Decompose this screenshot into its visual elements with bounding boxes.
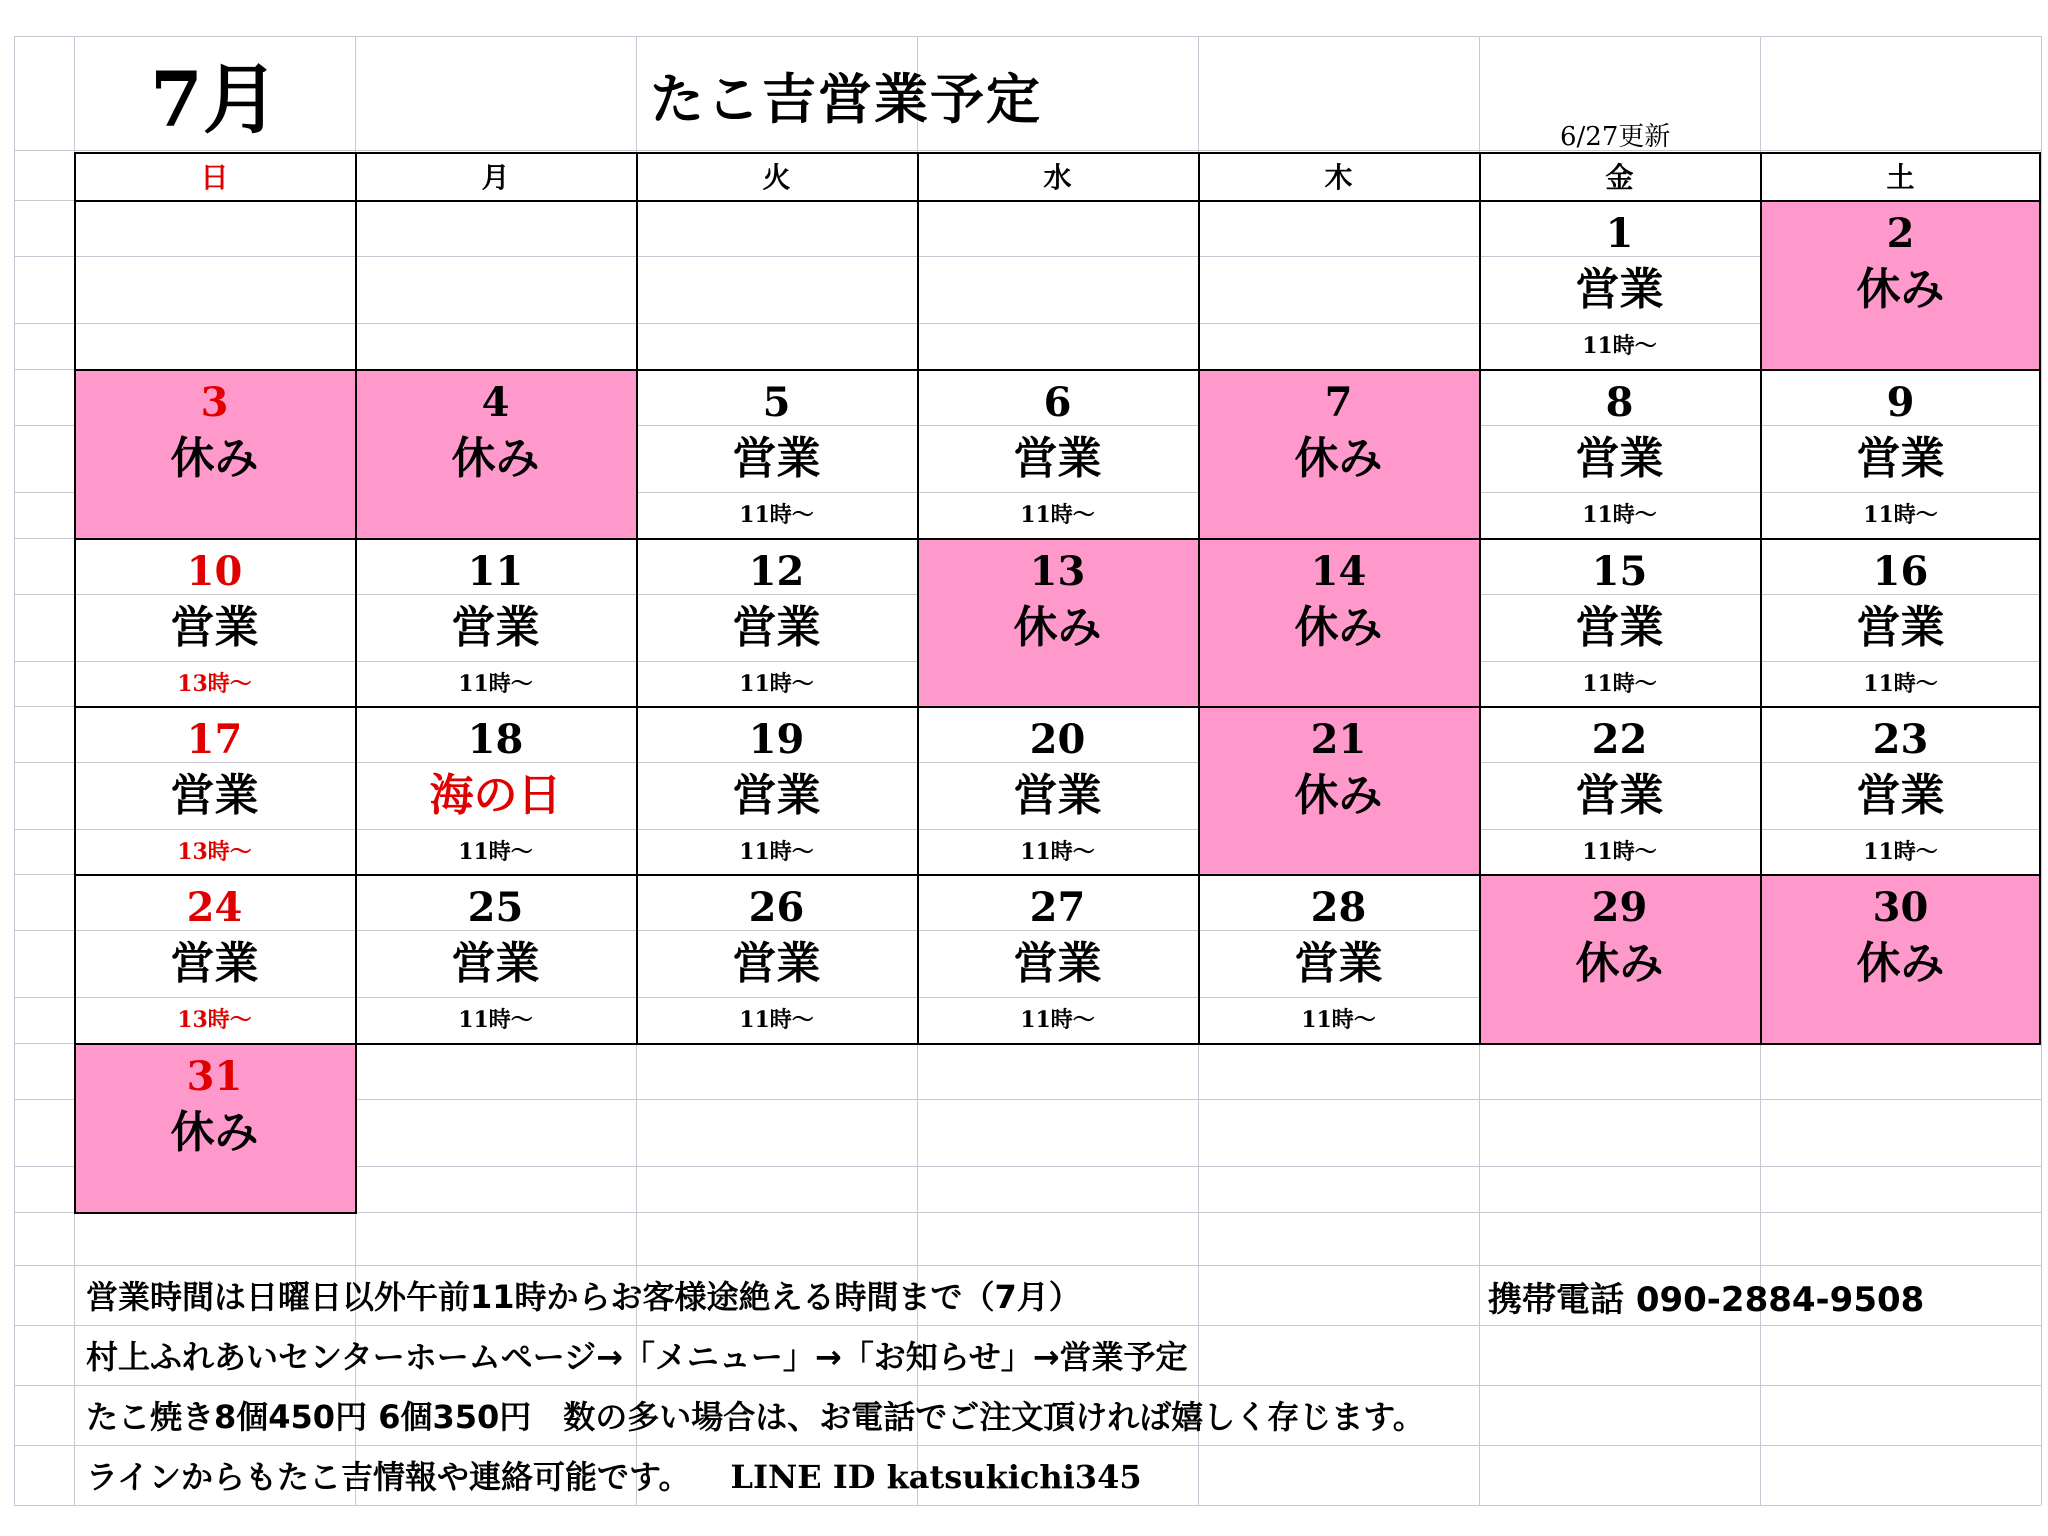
day-number: 24 <box>186 884 243 931</box>
day-cell <box>917 706 1198 874</box>
phone-number: 携帯電話 090-2884-9508 <box>1488 1280 1925 1320</box>
day-cell <box>355 706 636 874</box>
day-number: 7 <box>1324 379 1353 426</box>
day-cell <box>1198 538 1479 706</box>
day-cell <box>1479 369 1760 538</box>
day-status: 休み <box>170 433 259 484</box>
day-number: 11 <box>467 548 524 595</box>
day-number: 25 <box>467 884 524 931</box>
day-cell <box>636 874 917 1043</box>
day-number: 10 <box>186 548 243 595</box>
border-h <box>74 538 2041 540</box>
day-cell <box>74 706 355 874</box>
day-cell <box>636 706 917 874</box>
opening-time: 11時〜 <box>739 671 814 697</box>
day-status: 営業 <box>1856 770 1945 821</box>
day-number: 2 <box>1886 210 1915 257</box>
border-v <box>74 152 76 1045</box>
day-status: 営業 <box>732 770 821 821</box>
gridline-h <box>14 1265 2041 1266</box>
gridline-v <box>14 36 15 1505</box>
day-number: 8 <box>1605 379 1634 426</box>
border-v <box>1479 152 1481 1045</box>
homepage-note: 村上ふれあいセンターホームページ→「メニュー」→「お知らせ」→営業予定 <box>86 1338 1188 1376</box>
day-cell <box>1760 200 2041 369</box>
opening-time: 11時〜 <box>458 839 533 865</box>
day-cell <box>74 874 355 1043</box>
day-number: 16 <box>1872 548 1929 595</box>
day-status: 休み <box>1575 938 1664 989</box>
day-number: 30 <box>1872 884 1929 931</box>
hours-note: 営業時間は日曜日以外午前11時からお客様途絶える時間まで（7月） <box>86 1278 1081 1316</box>
opening-time: 11時〜 <box>1301 1007 1376 1033</box>
day-number: 23 <box>1872 716 1929 763</box>
weekday-sun: 日 <box>200 160 229 194</box>
day-number: 12 <box>748 548 805 595</box>
day-status: 休み <box>1294 433 1383 484</box>
day-cell <box>74 538 355 706</box>
day-status: 営業 <box>170 938 259 989</box>
day-cell <box>74 369 355 538</box>
opening-time: 11時〜 <box>458 1007 533 1033</box>
border-v <box>917 152 919 1045</box>
opening-time: 11時〜 <box>739 839 814 865</box>
day-status: 営業 <box>1294 938 1383 989</box>
day-cell <box>1198 874 1479 1043</box>
day-status: 営業 <box>1013 938 1102 989</box>
day-cell <box>355 369 636 538</box>
day-status: 営業 <box>732 938 821 989</box>
day-cell <box>1479 874 1760 1043</box>
day-number: 5 <box>762 379 791 426</box>
opening-time: 11時〜 <box>1863 839 1938 865</box>
opening-time: 11時〜 <box>739 502 814 528</box>
border-v <box>2039 152 2041 1045</box>
day-number: 14 <box>1310 548 1367 595</box>
day-cell <box>1198 706 1479 874</box>
day-status: 営業 <box>1856 602 1945 653</box>
day-status: 営業 <box>1856 433 1945 484</box>
border-h <box>74 1212 357 1214</box>
day-status: 休み <box>170 1107 259 1158</box>
day-number: 18 <box>467 716 524 763</box>
gridline-h <box>14 1325 2041 1326</box>
border-v <box>1198 152 1200 1045</box>
opening-time: 11時〜 <box>1020 1007 1095 1033</box>
line-id: LINE ID katsukichi345 <box>730 1458 1142 1496</box>
border-v <box>74 1043 76 1214</box>
day-number: 3 <box>200 379 229 426</box>
day-cell <box>1760 538 2041 706</box>
border-v <box>1760 152 1762 1045</box>
month-label: 7月 <box>150 54 279 144</box>
opening-time: 11時〜 <box>1582 671 1657 697</box>
gridline-h <box>14 1505 2041 1506</box>
day-status: 休み <box>1294 770 1383 821</box>
line-note-text: ラインからもたこ吉情報や連絡可能です。 <box>86 1458 691 1496</box>
day-status: 営業 <box>1013 433 1102 484</box>
weekday-wed: 水 <box>1043 160 1072 194</box>
day-number: 4 <box>481 379 510 426</box>
opening-time: 13時〜 <box>177 671 252 697</box>
day-number: 19 <box>748 716 805 763</box>
opening-time: 11時〜 <box>1863 502 1938 528</box>
day-status: 休み <box>1856 938 1945 989</box>
border-h <box>74 152 2041 154</box>
day-status: 営業 <box>1575 770 1664 821</box>
day-cell <box>355 538 636 706</box>
day-cell <box>636 369 917 538</box>
day-status: 休み <box>451 433 540 484</box>
day-cell <box>636 538 917 706</box>
day-number: 27 <box>1029 884 1086 931</box>
day-number: 17 <box>186 716 243 763</box>
day-number: 26 <box>748 884 805 931</box>
day-cell <box>355 874 636 1043</box>
day-number: 29 <box>1591 884 1648 931</box>
day-status: 営業 <box>732 602 821 653</box>
weekday-fri: 金 <box>1605 160 1634 194</box>
day-cell <box>917 874 1198 1043</box>
price-note: たこ焼き8個450円 6個350円 数の多い場合は、お電話でご注文頂ければ嬉しく存じます。 <box>86 1398 1425 1436</box>
opening-time: 11時〜 <box>1020 839 1095 865</box>
day-number: 1 <box>1605 210 1634 257</box>
opening-time: 11時〜 <box>1582 839 1657 865</box>
day-status: 営業 <box>451 938 540 989</box>
day-status: 営業 <box>170 770 259 821</box>
border-h <box>74 1043 2041 1045</box>
day-cell <box>1479 200 1760 369</box>
gridline-h <box>14 150 2041 151</box>
day-status: 営業 <box>1013 770 1102 821</box>
gridline-h <box>14 1385 2041 1386</box>
day-number: 22 <box>1591 716 1648 763</box>
border-h <box>74 874 2041 876</box>
day-status: 休み <box>1013 602 1102 653</box>
opening-time: 13時〜 <box>177 1007 252 1033</box>
day-cell <box>1479 706 1760 874</box>
opening-time: 11時〜 <box>1582 502 1657 528</box>
opening-time: 11時〜 <box>739 1007 814 1033</box>
day-status: 休み <box>1856 264 1945 315</box>
day-number: 28 <box>1310 884 1367 931</box>
day-cell <box>917 538 1198 706</box>
border-h <box>74 200 2041 202</box>
day-cell <box>1760 369 2041 538</box>
day-cell <box>1760 874 2041 1043</box>
gridline-h <box>14 36 2041 37</box>
day-number: 21 <box>1310 716 1367 763</box>
day-cell <box>1479 538 1760 706</box>
day-status: 営業 <box>1575 264 1664 315</box>
gridline-h <box>14 1445 2041 1446</box>
weekday-mon: 月 <box>481 160 510 194</box>
day-status: 営業 <box>451 602 540 653</box>
line-note <box>86 1452 1142 1498</box>
day-number: 20 <box>1029 716 1086 763</box>
opening-time: 11時〜 <box>1020 502 1095 528</box>
border-h <box>74 369 2041 371</box>
day-cell <box>917 369 1198 538</box>
opening-time: 13時〜 <box>177 839 252 865</box>
day-cell <box>1198 369 1479 538</box>
border-v <box>636 152 638 1045</box>
border-h <box>74 706 2041 708</box>
page-title: たこ吉営業予定 <box>650 67 1042 131</box>
day-cell <box>74 1043 355 1212</box>
border-v <box>355 1043 357 1214</box>
day-cell <box>1760 706 2041 874</box>
day-number: 9 <box>1886 379 1915 426</box>
day-status: 休み <box>1294 602 1383 653</box>
day-number: 6 <box>1043 379 1072 426</box>
weekday-sat: 土 <box>1886 160 1915 194</box>
day-number: 15 <box>1591 548 1648 595</box>
day-status: 営業 <box>1575 602 1664 653</box>
day-status: 海の日 <box>429 770 562 821</box>
day-status: 営業 <box>1575 433 1664 484</box>
opening-time: 11時〜 <box>458 671 533 697</box>
opening-time: 11時〜 <box>1582 333 1657 359</box>
gridline-v <box>2041 36 2042 1505</box>
day-status: 営業 <box>170 602 259 653</box>
weekday-thu: 木 <box>1324 160 1353 194</box>
border-v <box>355 152 357 1045</box>
opening-time: 11時〜 <box>1863 671 1938 697</box>
updated-date: 6/27更新 <box>1560 122 1671 152</box>
day-number: 13 <box>1029 548 1086 595</box>
weekday-tue: 火 <box>762 160 791 194</box>
day-status: 営業 <box>732 433 821 484</box>
day-number: 31 <box>186 1053 243 1100</box>
